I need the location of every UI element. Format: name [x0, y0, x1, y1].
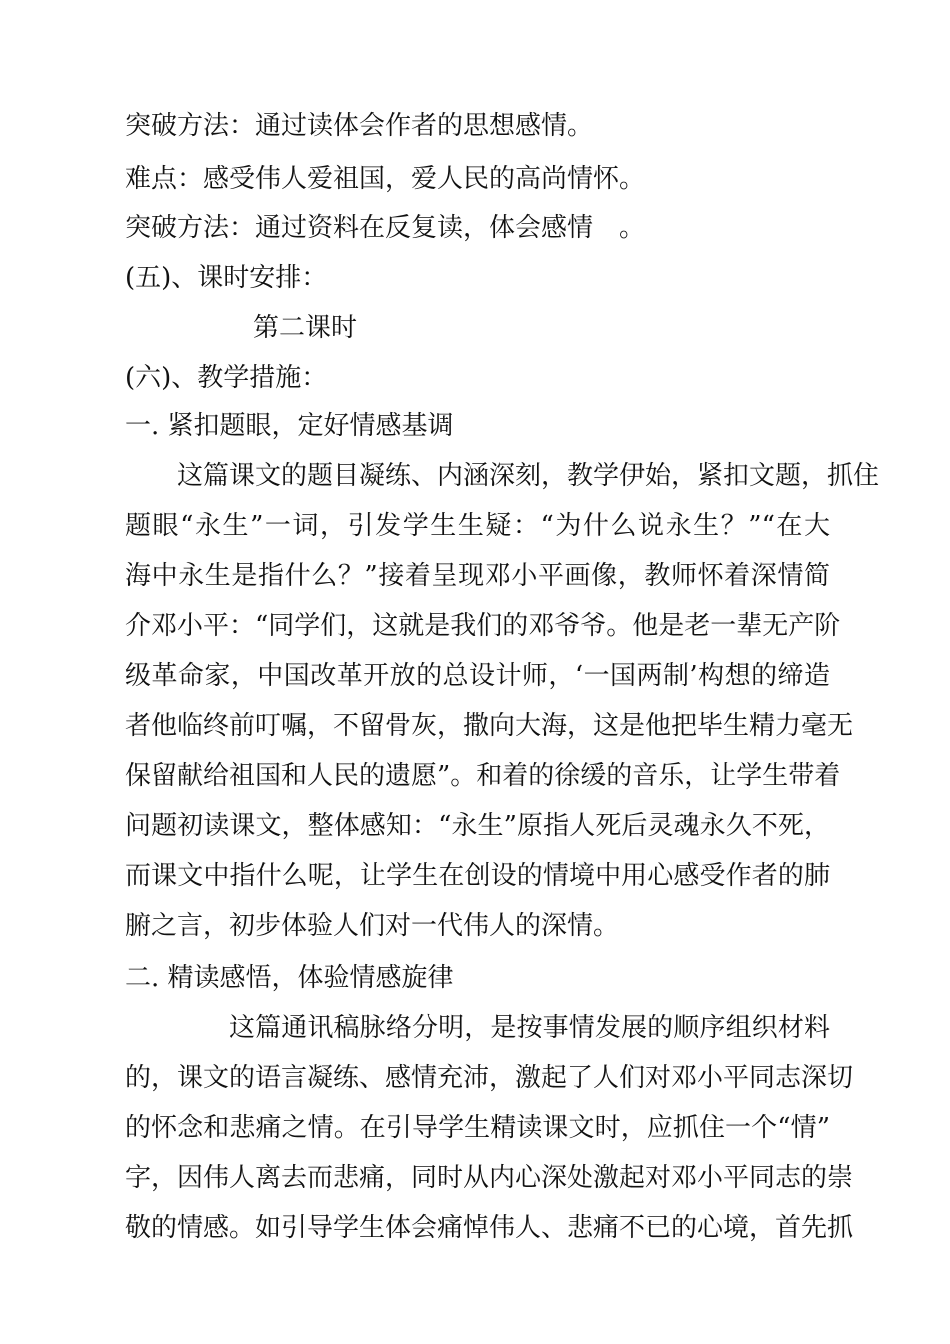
section-1-heading: 一. 紧扣题眼，定好情感基调	[125, 411, 454, 441]
breakthrough-method-line-2: 突破方法：通过资料在反复读，体会感情 。	[125, 213, 646, 243]
paragraph-1-line: 保留献给祖国和人民的遗愿”。和着的徐缓的音乐，让学生带着	[125, 761, 841, 791]
paragraph-1-line: 这篇课文的题目凝练、内涵深刻，教学伊始，紧扣文题，抓住	[177, 461, 880, 491]
paragraph-1	[125, 460, 880, 960]
paragraph-1-line: 海中永生是指什么？”接着呈现邓小平画像，教师怀着深情简	[125, 561, 830, 591]
paragraph-1-line: 而课文中指什么呢，让学生在创设的情境中用心感受作者的肺	[125, 861, 830, 891]
breakthrough-method-line-1: 突破方法：通过读体会作者的思想感情。	[125, 111, 594, 141]
paragraph-2-line: 这篇通讯稿脉络分明，是按事情发展的顺序组织材料	[229, 1013, 830, 1043]
paragraph-2-line: 的怀念和悲痛之情。在引导学生精读课文时，应抓住一个“情”	[125, 1113, 830, 1143]
paragraph-2	[125, 1012, 854, 1262]
paragraph-1-line: 腑之言，初步体验人们对一代伟人的深情。	[125, 911, 620, 941]
paragraph-1-line: 题眼“永生”一词，引发学生生疑：“为什么说永生？”“在大	[125, 511, 830, 541]
paragraph-1-line: 者他临终前叮嘱，不留骨灰，撒向大海，这是他把毕生精力毫无	[125, 711, 854, 741]
paragraph-1-line: 介邓小平：“同学们，这就是我们的邓爷爷。他是老一辈无产阶	[125, 611, 841, 641]
paragraph-1-line: 问题初读课文，整体感知：“永生”原指人死后灵魂永久不死，	[125, 811, 830, 841]
paragraph-2-line: 的，课文的语言凝练、感情充沛，激起了人们对邓小平同志深切	[125, 1063, 854, 1093]
paragraph-2-line: 敬的情感。如引导学生体会痛悼伟人、悲痛不已的心境，首先抓	[125, 1213, 854, 1243]
section-2-heading: 二. 精读感悟，体验情感旋律	[125, 963, 454, 993]
difficulty-line: 难点：感受伟人爱祖国，爱人民的高尚情怀。	[125, 164, 646, 194]
measures-heading: (六)、教学措施：	[125, 363, 328, 393]
paragraph-1-line: 级革命家，中国改革开放的总设计师，‘一国两制’构想的缔造	[125, 661, 830, 691]
paragraph-2-line: 字，因伟人离去而悲痛，同时从内心深处激起对邓小平同志的崇	[125, 1163, 854, 1193]
schedule-heading: (五)、课时安排：	[125, 263, 328, 293]
lesson-title: 第二课时	[253, 313, 358, 343]
